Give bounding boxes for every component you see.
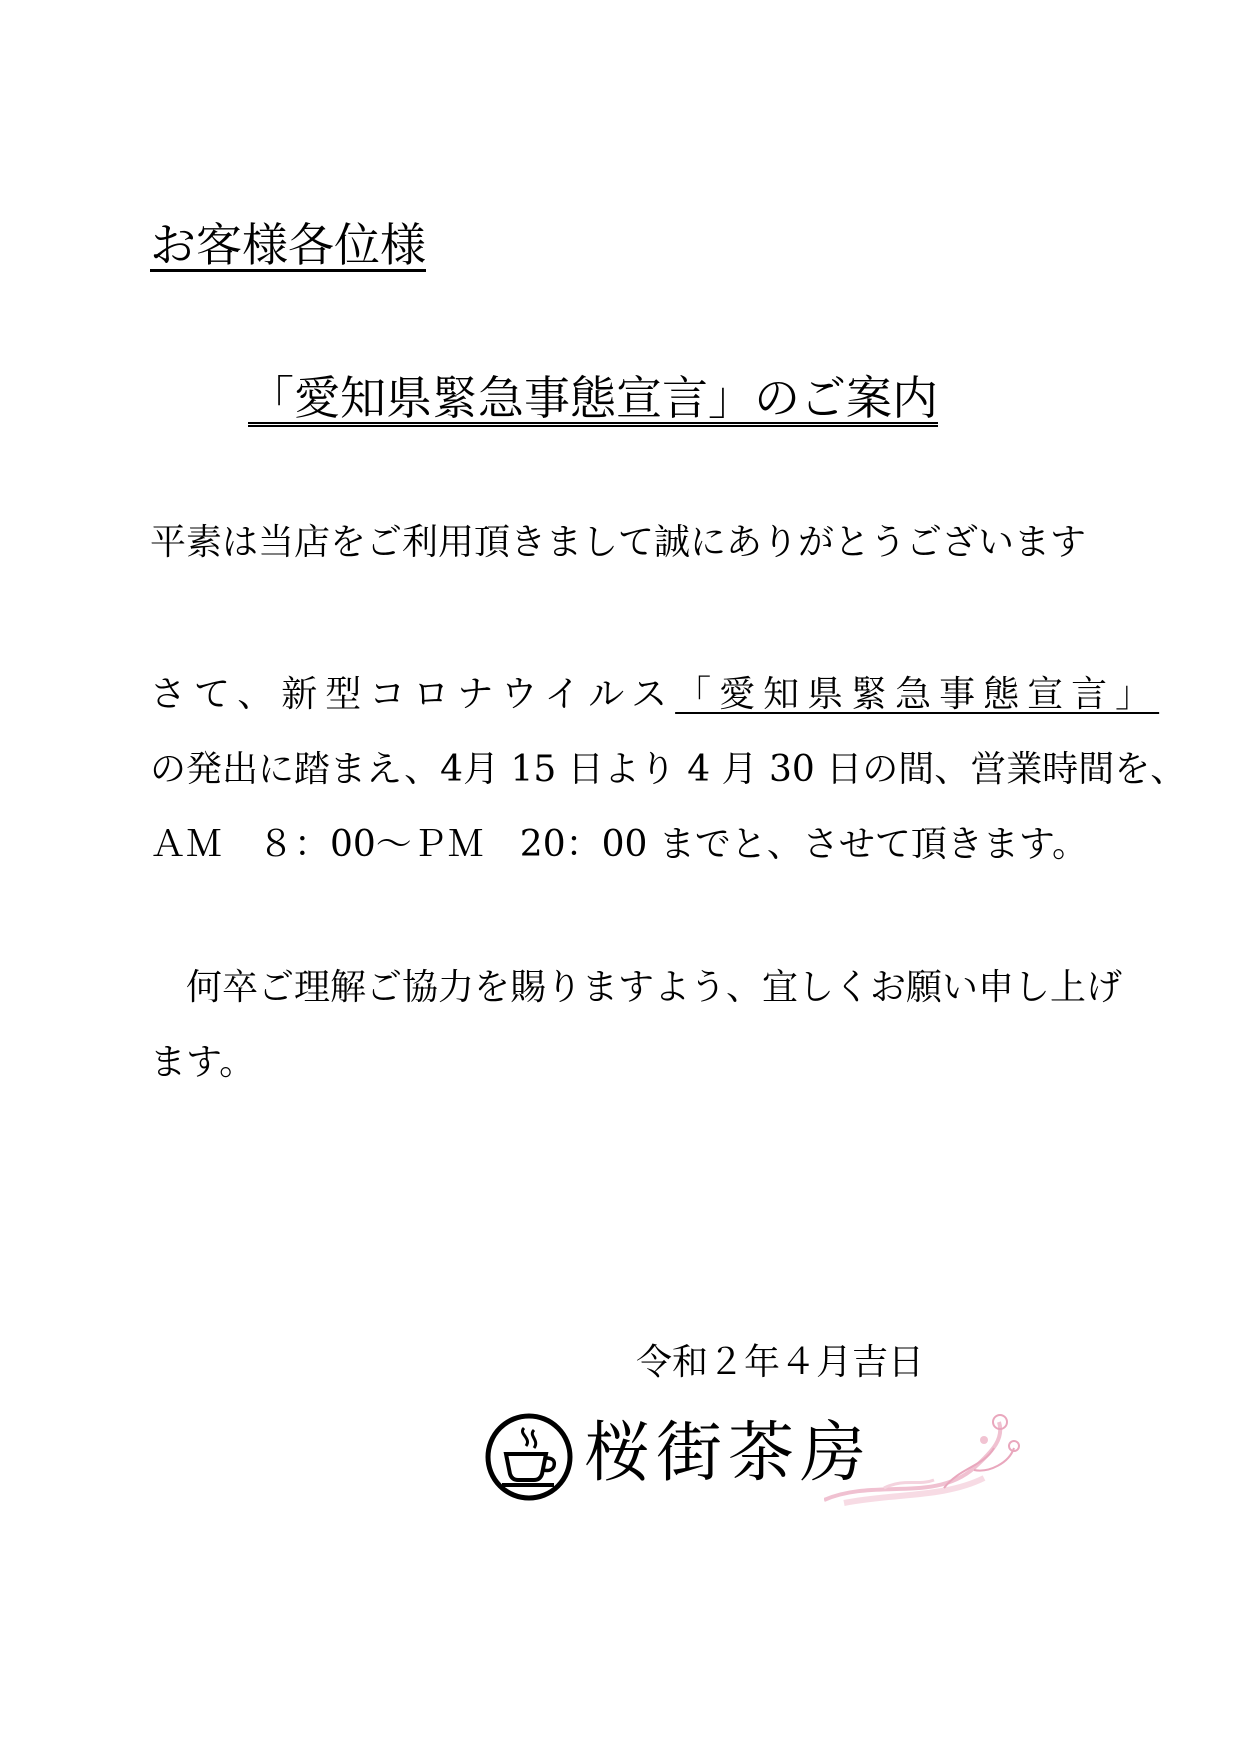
announcement-line-1 bbox=[150, 674, 1160, 715]
cherry-blossom-flourish-icon bbox=[824, 1408, 1024, 1508]
announcement-prefix: さて、新型コロナウイルス bbox=[150, 674, 676, 715]
document-title: 「愛知県緊急事態宣言」のご案内 bbox=[248, 371, 938, 425]
greeting-line: 平素は当店をご利用頂きまして誠にありがとうございます bbox=[150, 522, 1087, 563]
closing-line-2: ます。 bbox=[150, 1042, 256, 1083]
closing-line-1: 何卒ご理解ご協力を賜りますよう、宜しくお願い申し上げ bbox=[150, 967, 1123, 1008]
shop-name: 桜街茶房 bbox=[584, 1414, 872, 1491]
shop-logo bbox=[484, 1408, 1024, 1508]
issue-date: 令和２年４月吉日 bbox=[636, 1342, 925, 1383]
salutation: お客様各位様 bbox=[150, 218, 426, 272]
coffee-cup-icon bbox=[484, 1412, 574, 1502]
declaration-highlight: 「愛知県緊急事態宣言」 bbox=[675, 674, 1160, 715]
business-hours-line: ＡＭ ８：00～ＰＭ 20：00 までと、させて頂きます。 bbox=[150, 824, 1088, 865]
announcement-line-2: の発出に踏まえ、4月 15 日より 4 月 30 日の間、営業時間を、 bbox=[150, 749, 1187, 790]
